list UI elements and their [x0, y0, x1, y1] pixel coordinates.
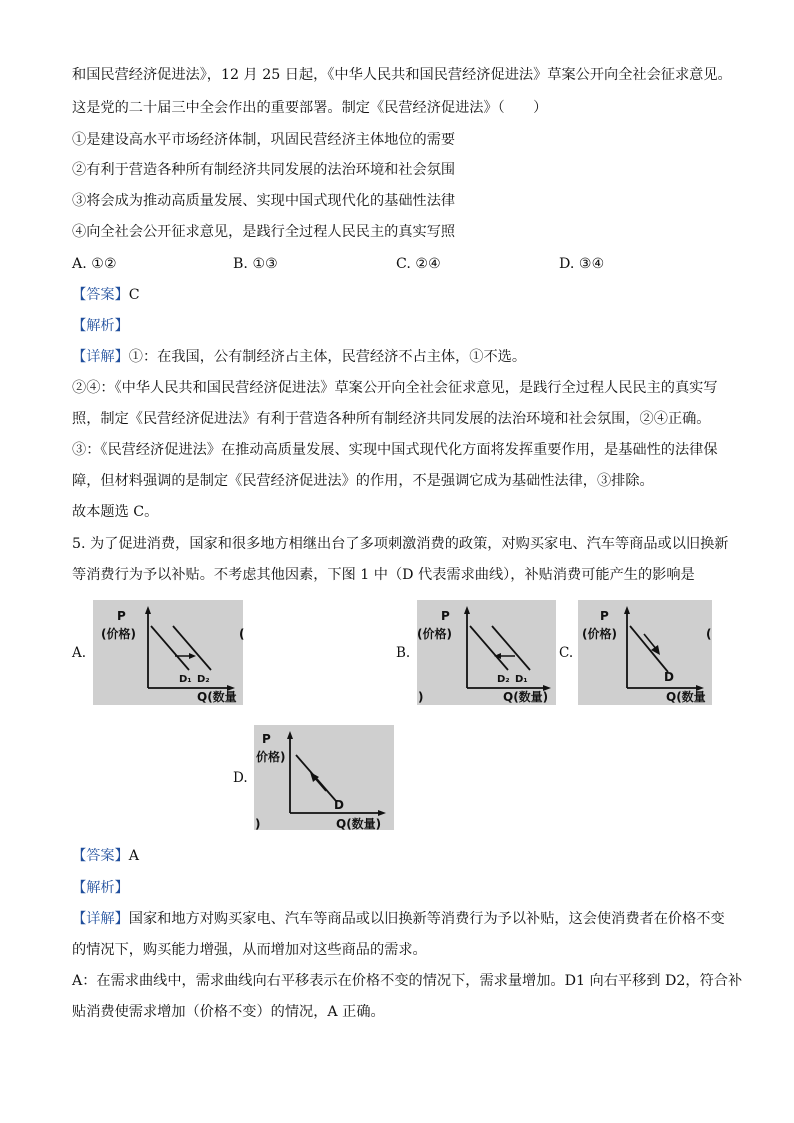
figure-a-curve-d1 [151, 626, 189, 670]
figure-b-curve-d1 [492, 626, 530, 670]
q5-a-line-2: 贴消费使需求增加（价格不变）的情况，A 正确。 [72, 1004, 385, 1020]
figure-c-graph [578, 600, 712, 705]
q5-detail-line-1: 【详解】国家和地方对购买家电、汽车等商品或以旧换新等消费行为予以补贴，这会使消费者在价格不变 [72, 911, 725, 927]
figure-d-edge-mark: ) [255, 817, 261, 831]
figure-d-label: D. [233, 770, 248, 786]
figure-c-curve-d [630, 626, 668, 672]
figure-b-price-label: (价格) [417, 627, 452, 641]
q4-option-b: B. ①③ [233, 256, 278, 272]
figure-d-y-arrowhead [287, 731, 293, 739]
figure-b-p-label: P [441, 609, 450, 623]
q4-explanation-2: ②④：《中华人民共和国民营经济促进法》草案公开向全社会征求意见，是践行全过程人民民主的真实写 [72, 380, 718, 396]
figure-a-q-label: Q(数量 [197, 690, 237, 704]
q4-stem-line-2: 这是党的二十届三中全会作出的重要部署。制定《民营经济促进法》（ ） [72, 100, 548, 116]
q4-answer-tag: 【答案】 [72, 287, 129, 303]
figure-d-graph [254, 725, 394, 830]
figure-b-graph [417, 600, 556, 705]
q5-answer-tag: 【答案】 [72, 848, 129, 864]
figure-d-p-label: P [262, 732, 271, 746]
figure-c-q-label: Q(数量 [666, 690, 706, 704]
figure-a-edge-mark: ( [239, 627, 245, 641]
figure-d-d-label: D [334, 798, 344, 812]
q5-analysis-tag: 【解析】 [72, 880, 129, 896]
figure-b-label: B. [396, 645, 411, 661]
q5-answer [72, 846, 139, 866]
figure-a-d2-label: D₂ [197, 674, 210, 685]
demand-curve-shift-left-icon [417, 600, 556, 705]
q5-a-line-1: A：在需求曲线中，需求曲线向右平移表示在价格不变的情况下，需求量增加。D1 向右平移到 D2，符合补 [72, 973, 743, 989]
q4-item-4: ④向全社会公开征求意见，是践行全过程人民民主的真实写照 [72, 224, 456, 240]
figure-b-edge-mark: ) [418, 690, 424, 704]
figure-d-price-label: 价格) [256, 750, 286, 764]
q4-answer-value: C [128, 287, 140, 303]
q4-explanation-1: 【详解】①：在我国，公有制经济占主体，民营经济不占主体，①不选。 [72, 349, 527, 365]
figure-a-curve-d2 [173, 626, 211, 670]
q5-stem-line-1: 5. 为了促进消费，国家和很多地方相继出台了多项刺激消费的政策，对购买家电、汽车等商品或以旧换新 [72, 536, 729, 552]
q5-detail-tag: 【详解】 [72, 911, 129, 927]
figure-d-x-arrowhead [378, 810, 386, 816]
q5-stem-line-2: 等消费行为予以补贴。不考虑其他因素，下图 1 中（D 代表需求曲线），补贴消费可能产生的影响是 [72, 567, 695, 583]
q4-item-1: ①是建设高水平市场经济体制，巩固民营经济主体地位的需要 [72, 132, 456, 148]
figure-a-p-label: P [117, 609, 126, 623]
figure-c-p-label: P [600, 609, 609, 623]
q4-item-2: ②有利于营造各种所有制经济共同发展的法治环境和社会氛围 [72, 162, 456, 178]
figure-c-edge-mark: ( [706, 627, 712, 641]
q4-explanation-4: ③：《民营经济促进法》在推动高质量发展、实现中国式现代化方面将发挥重要作用，是基础性的法律保 [72, 442, 718, 458]
q4-option-d: D. ③④ [559, 256, 605, 272]
figure-a-label: A. [72, 645, 87, 661]
q4-option-c: C. ②④ [396, 256, 441, 272]
figure-a-shift-arrowhead [189, 653, 196, 659]
q4-option-a: A. ①② [72, 256, 117, 272]
movement-up-along-curve-icon [254, 725, 394, 830]
q5-detail-line-2: 的情况下，购买能力增强，从而增加对这些商品的需求。 [72, 942, 427, 958]
q4-answer [72, 285, 140, 305]
figure-a-y-arrowhead [145, 606, 151, 614]
figure-c-price-label: (价格) [582, 627, 617, 641]
demand-curve-shift-right-icon [93, 600, 243, 705]
figure-b-y-arrowhead [464, 606, 470, 614]
figure-b-d2-label: D₂ [497, 674, 510, 685]
figure-c-y-arrowhead [624, 606, 630, 614]
q5-answer-value: A [128, 848, 140, 864]
figure-c-label: C. [559, 645, 574, 661]
figure-a-price-label: (价格) [101, 627, 136, 641]
movement-down-along-curve-icon [578, 600, 712, 705]
figure-b-q-label: Q(数量) [503, 690, 549, 704]
q4-conclusion: 故本题选 C。 [72, 504, 159, 520]
q4-analysis-tag: 【解析】 [72, 318, 129, 334]
figure-b-d1-label: D₁ [515, 674, 528, 685]
q4-item-3: ③将会成为推动高质量发展、实现中国式现代化的基础性法律 [72, 193, 456, 209]
figure-a-d1-label: D₁ [179, 674, 192, 685]
figure-b-curve-d2 [470, 626, 508, 670]
figure-a-graph [93, 600, 243, 705]
q4-explanation-3: 照，制定《民营经济促进法》有利于营造各种所有制经济共同发展的法治环境和社会氛围，②④正确。 [72, 411, 711, 427]
q4-detail-tag: 【详解】 [72, 349, 129, 365]
figure-d-q-label: Q(数量) [336, 817, 382, 831]
q4-explanation-5: 障，但材料强调的是制定《民营经济促进法》的作用，不是强调它成为基础性法律，③排除。 [72, 473, 654, 489]
figure-c-d-label: D [664, 670, 674, 684]
q4-stem-line-1: 和国民营经济促进法》，12 月 25 日起，《中华人民共和国民营经济促进法》草案公开向全社会征求意见。 [72, 67, 732, 83]
